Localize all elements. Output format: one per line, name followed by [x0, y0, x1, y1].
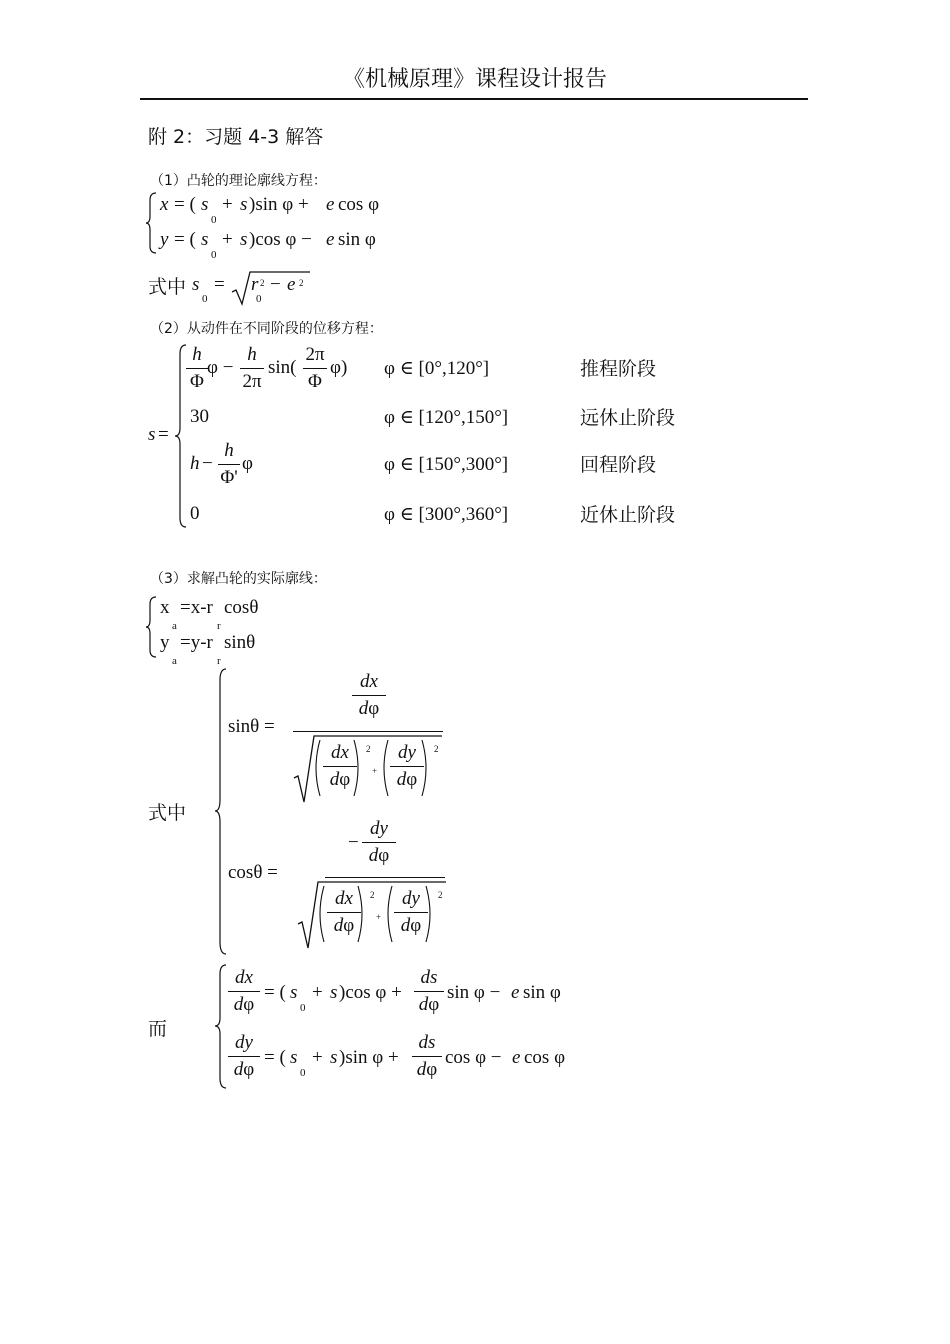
range-1: φ ∈ [0°,120°] [384, 358, 490, 379]
expr-4: 0 [190, 503, 200, 524]
report-header: 《机械原理》课程设计报告 [342, 67, 607, 92]
expr-2: 30 [190, 406, 209, 427]
range-4: φ ∈ [300°,360°] [384, 504, 509, 525]
section-3-title: （3）求解凸轮的实际廓线： [150, 571, 327, 587]
section-heading: 附 2：习题 4-3 解答 [148, 126, 324, 148]
brace-actual [146, 596, 158, 658]
stage-4: 近休止阶段 [580, 504, 676, 526]
section-2-title: （2）从动件在不同阶段的位移方程： [150, 321, 383, 337]
stage-1: 推程阶段 [580, 358, 657, 380]
range-2: φ ∈ [120°,150°] [384, 407, 509, 428]
where-label-1: 式中 [148, 276, 187, 298]
stage-3: 回程阶段 [580, 454, 657, 476]
header-rule [140, 98, 808, 100]
section-1-title: （1）凸轮的理论廓线方程： [150, 173, 327, 189]
brace-derivatives [214, 964, 228, 1090]
brace-eq1 [146, 192, 158, 254]
document-page: 《机械原理》课程设计报告 附 2：习题 4-3 解答 （1）凸轮的理论廓线方程： x = ( s 0 + s )sin φ + e cos φ y = ( s 0 + s )cos φ − e sin φ 式中 s 0 = r 2 0 − e 2 （2）从动件在不同阶段的位移方程： s = h Φ φ − h 2π sin( 2π Φ φ) φ ∈ [0°,120°] 推程阶段 30 φ ∈ [120°,150°] 远休止阶段 h − h Φ' φ φ ∈ [150°,300°] 回程阶段 0 φ ∈ [300°,360°] 近休止阶段 （3）求解凸轮的实际廓线： x a =x-r r cosθ y a =y-r r sinθ 式中 sinθ = dx dφ dx dφ 2 + dy dφ 2 cosθ = − dy dφ dx dφ 2 + dy dφ 2 而 dx dφ = ( s 0 + s )cos φ + ds dφ sin φ − e sin φ dy dφ = ( s 0 + s )sin φ + ds dφ cos φ − e cos φ [0, 0, 950, 1344]
where-label-2: 式中 [148, 802, 187, 824]
range-3: φ ∈ [150°,300°] [384, 454, 509, 475]
brace-theta [214, 668, 228, 956]
stage-2: 远休止阶段 [580, 407, 676, 429]
and-label: 而 [148, 1018, 168, 1040]
